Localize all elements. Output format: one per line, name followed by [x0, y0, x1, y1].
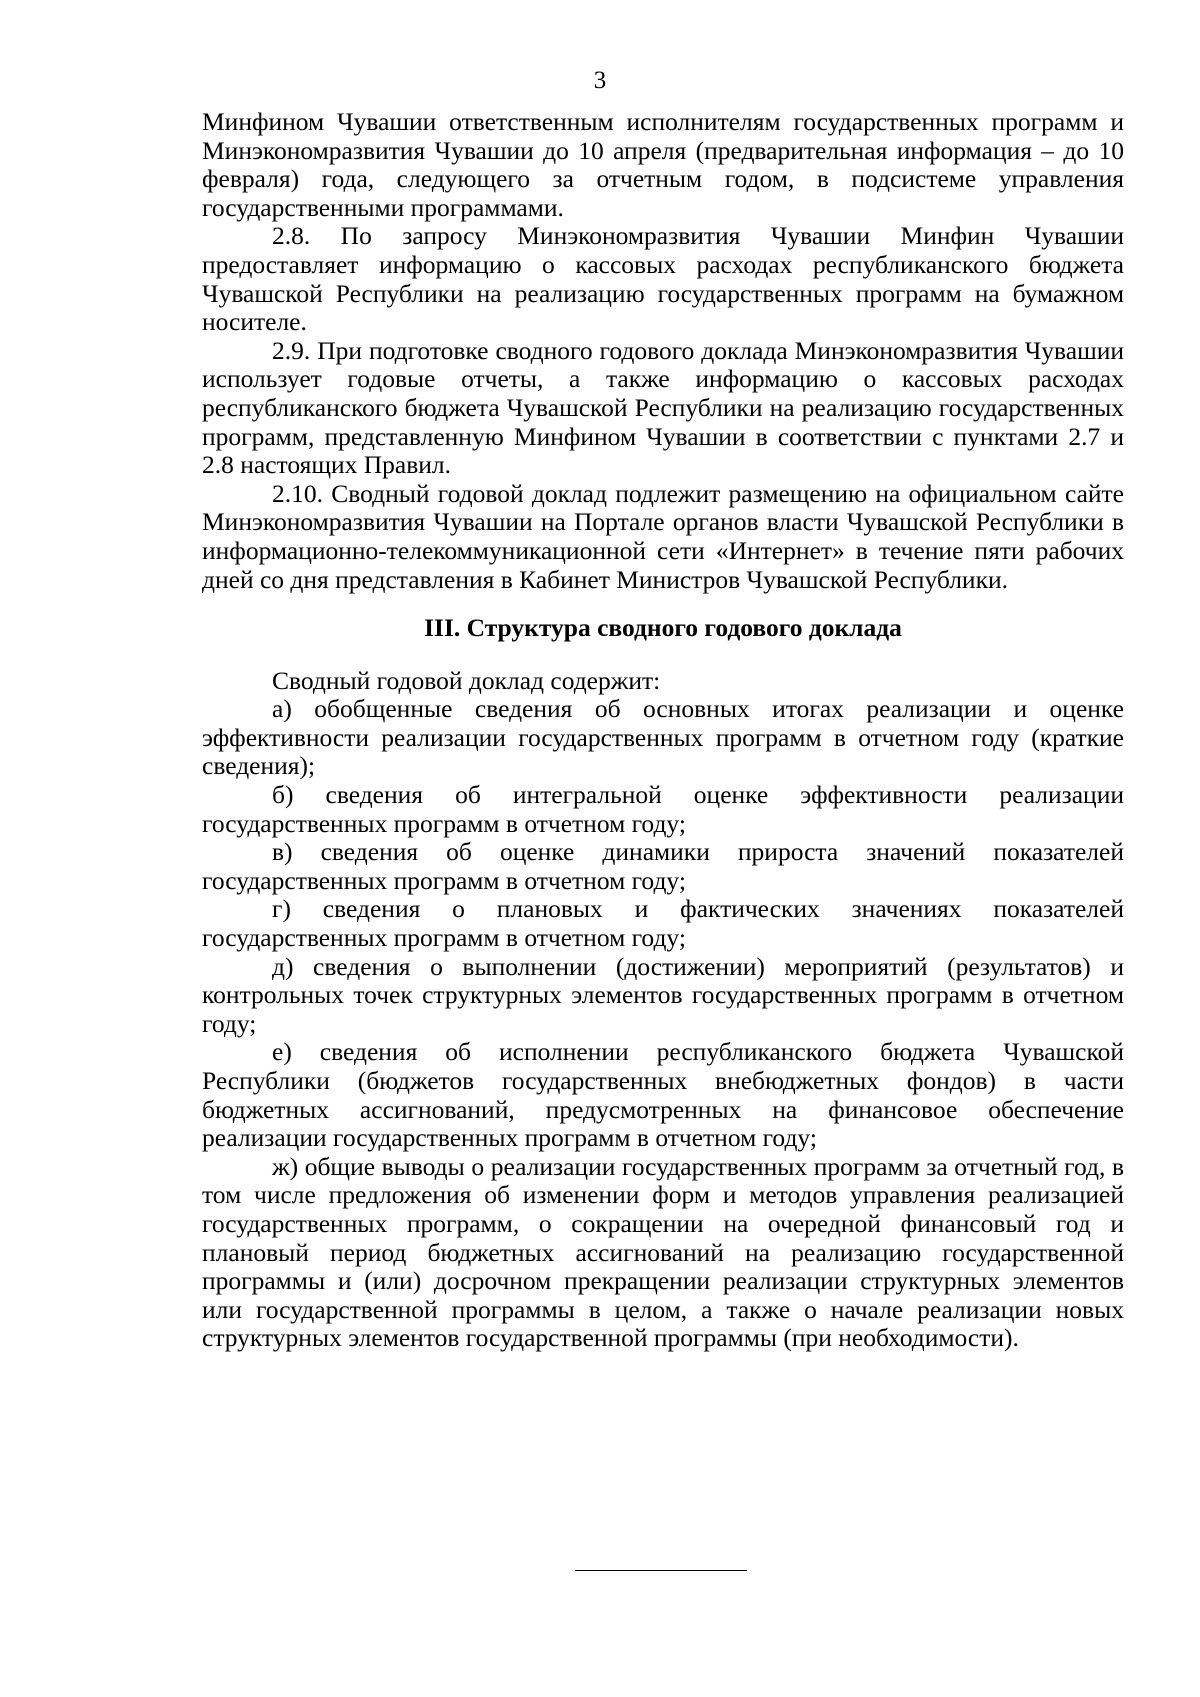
list-item-v: в) сведения об оценке динамики прироста значений показателей государственных программ в отчетном году; [202, 837, 1124, 895]
list-item-g: г) сведения о плановых и фактических значениях показателей государственных программ в отчетном году; [202, 894, 1124, 953]
paragraph-2-10: 2.10. Сводный годовой доклад подлежит размещению на официальном сайте Минэкономразвития Чувашии на Портале органов власти Чувашской Республики в информационно-телекоммуникационной сети «Интернет» в течение пяти рабочих дней со дня представления в Кабинет Министров Чувашской Республики. [202, 478, 1124, 594]
list-item-e: е) сведения об исполнении республиканского бюджета Чувашской Республики (бюджетов государственных внебюджетных фондов) в части бюджетных ассигнований, предусмотренных на финансовое обеспечение реализации государственных программ в отчетном году; [202, 1037, 1124, 1153]
section-intro: Сводный годовой доклад содержит: [272, 665, 661, 695]
list-item-zh: ж) общие выводы о реализации государственных программ за отчетный год, в том числе предложения об изменении форм и методов управления реализацией государственных программ, о сокращении на очередной финансовый год и плановый период бюджетных ассигнований на реализацию государственной программы и (или) досрочном прекращении реализации структурных элементов или государственной программы в целом, а также о начале реализации новых структурных элементов государственной программы (при необходимости). [202, 1151, 1124, 1353]
list-item-d: д) сведения о выполнении (достижении) мероприятий (результатов) и контрольных точек структурных элементов государственных программ в отчетном году; [202, 951, 1124, 1038]
closing-divider [575, 1570, 747, 1571]
document-body [202, 108, 1124, 1353]
page-number: 3 [593, 67, 607, 94]
section-heading: III. Структура сводного годового доклада [424, 613, 902, 643]
paragraph-2-9: 2.9. При подготовке сводного годового доклада Минэкономразвития Чувашии использует годовые отчеты, а также информацию о кассовых расходах республиканского бюджета Чувашской Республики на реализацию государственных программ, представленную Минфином Чувашии в соответствии с пунктами 2.7 и 2.8 настоящих Правил. [202, 335, 1124, 480]
paragraph-2-8: 2.8. По запросу Минэкономразвития Чувашии Минфин Чувашии предоставляет информацию о кассовых расходах республиканского бюджета Чувашской Республики на реализацию государственных программ на бумажном носителе. [202, 221, 1124, 337]
list-item-a: а) обобщенные сведения об основных итогах реализации и оценке эффективности реализации государственных программ в отчетном году (краткие сведения); [202, 694, 1124, 781]
paragraph-continuation: Минфином Чувашии ответственным исполнителям государственных программ и Минэкономразвития Чувашии до 10 апреля (предварительная информация – до 10 февраля) года, следующего за отчетным годом, в подсистеме управления государственными программами. [202, 107, 1124, 222]
list-item-b: б) сведения об интегральной оценке эффективности реализации государственных программ в отчетном году; [202, 780, 1124, 838]
